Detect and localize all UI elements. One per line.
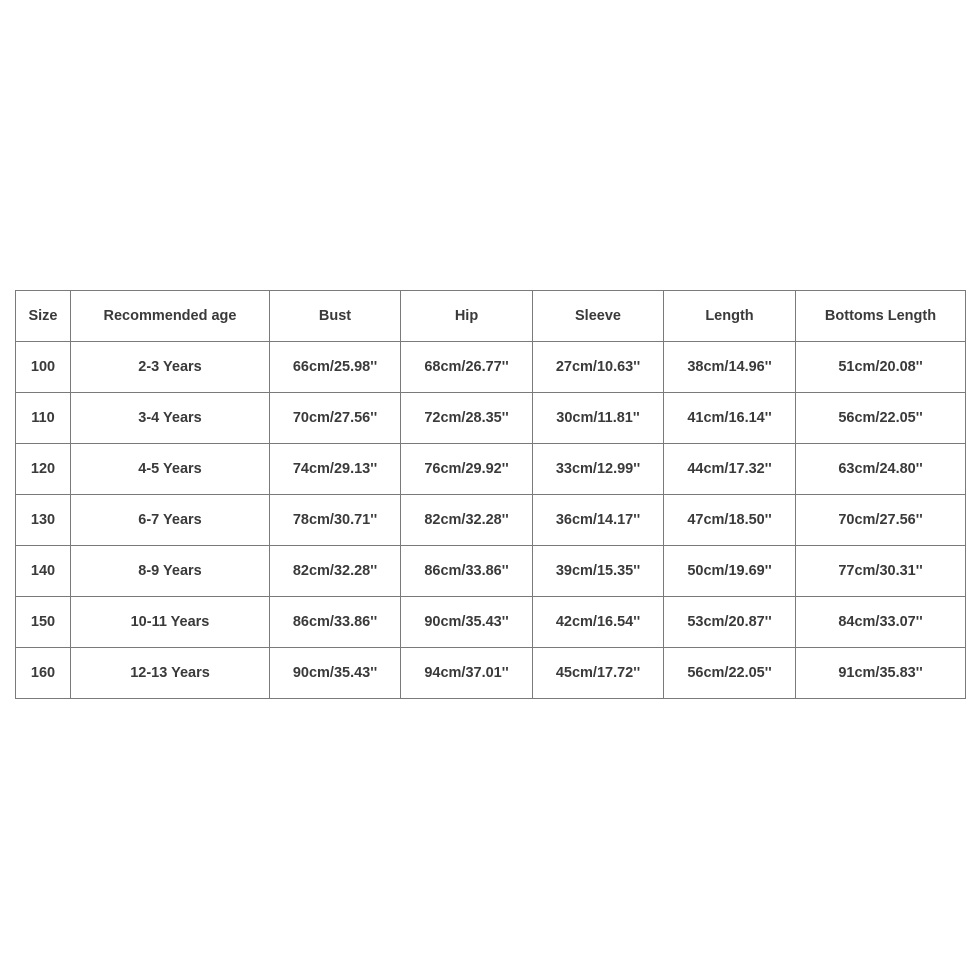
cell-bust: 78cm/30.71'' [270, 495, 401, 546]
header-length: Length [664, 291, 796, 342]
cell-recommended-age: 2-3 Years [71, 342, 270, 393]
cell-hip: 82cm/32.28'' [401, 495, 533, 546]
cell-bust: 74cm/29.13'' [270, 444, 401, 495]
table-row [16, 546, 966, 597]
cell-bottoms-length: 56cm/22.05'' [796, 393, 966, 444]
cell-size: 160 [16, 648, 71, 699]
header-hip: Hip [401, 291, 533, 342]
table-row [16, 495, 966, 546]
cell-bottoms-length: 84cm/33.07'' [796, 597, 966, 648]
header-bust: Bust [270, 291, 401, 342]
cell-length: 41cm/16.14'' [664, 393, 796, 444]
table-row [16, 648, 966, 699]
cell-bottoms-length: 51cm/20.08'' [796, 342, 966, 393]
cell-bust: 66cm/25.98'' [270, 342, 401, 393]
cell-hip: 76cm/29.92'' [401, 444, 533, 495]
cell-bust: 86cm/33.86'' [270, 597, 401, 648]
table-row [16, 342, 966, 393]
cell-bottoms-length: 70cm/27.56'' [796, 495, 966, 546]
cell-recommended-age: 12-13 Years [71, 648, 270, 699]
table-row [16, 597, 966, 648]
cell-hip: 90cm/35.43'' [401, 597, 533, 648]
cell-bottoms-length: 91cm/35.83'' [796, 648, 966, 699]
size-chart-table [15, 290, 966, 699]
table-header-row [16, 291, 966, 342]
cell-bottoms-length: 63cm/24.80'' [796, 444, 966, 495]
table-row [16, 444, 966, 495]
cell-size: 110 [16, 393, 71, 444]
cell-length: 56cm/22.05'' [664, 648, 796, 699]
cell-recommended-age: 3-4 Years [71, 393, 270, 444]
header-sleeve: Sleeve [533, 291, 664, 342]
cell-sleeve: 39cm/15.35'' [533, 546, 664, 597]
cell-sleeve: 36cm/14.17'' [533, 495, 664, 546]
cell-recommended-age: 6-7 Years [71, 495, 270, 546]
cell-size: 120 [16, 444, 71, 495]
cell-length: 47cm/18.50'' [664, 495, 796, 546]
cell-length: 50cm/19.69'' [664, 546, 796, 597]
cell-hip: 94cm/37.01'' [401, 648, 533, 699]
cell-length: 53cm/20.87'' [664, 597, 796, 648]
cell-recommended-age: 8-9 Years [71, 546, 270, 597]
cell-size: 100 [16, 342, 71, 393]
cell-hip: 68cm/26.77'' [401, 342, 533, 393]
cell-sleeve: 45cm/17.72'' [533, 648, 664, 699]
cell-size: 140 [16, 546, 71, 597]
cell-size: 150 [16, 597, 71, 648]
cell-sleeve: 42cm/16.54'' [533, 597, 664, 648]
cell-bust: 82cm/32.28'' [270, 546, 401, 597]
cell-size: 130 [16, 495, 71, 546]
cell-recommended-age: 10-11 Years [71, 597, 270, 648]
cell-sleeve: 33cm/12.99'' [533, 444, 664, 495]
header-size: Size [16, 291, 71, 342]
cell-length: 38cm/14.96'' [664, 342, 796, 393]
cell-bust: 90cm/35.43'' [270, 648, 401, 699]
cell-bust: 70cm/27.56'' [270, 393, 401, 444]
header-recommended-age: Recommended age [71, 291, 270, 342]
cell-recommended-age: 4-5 Years [71, 444, 270, 495]
cell-length: 44cm/17.32'' [664, 444, 796, 495]
cell-bottoms-length: 77cm/30.31'' [796, 546, 966, 597]
header-bottoms-length: Bottoms Length [796, 291, 966, 342]
cell-sleeve: 27cm/10.63'' [533, 342, 664, 393]
cell-hip: 72cm/28.35'' [401, 393, 533, 444]
cell-sleeve: 30cm/11.81'' [533, 393, 664, 444]
table-row [16, 393, 966, 444]
cell-hip: 86cm/33.86'' [401, 546, 533, 597]
